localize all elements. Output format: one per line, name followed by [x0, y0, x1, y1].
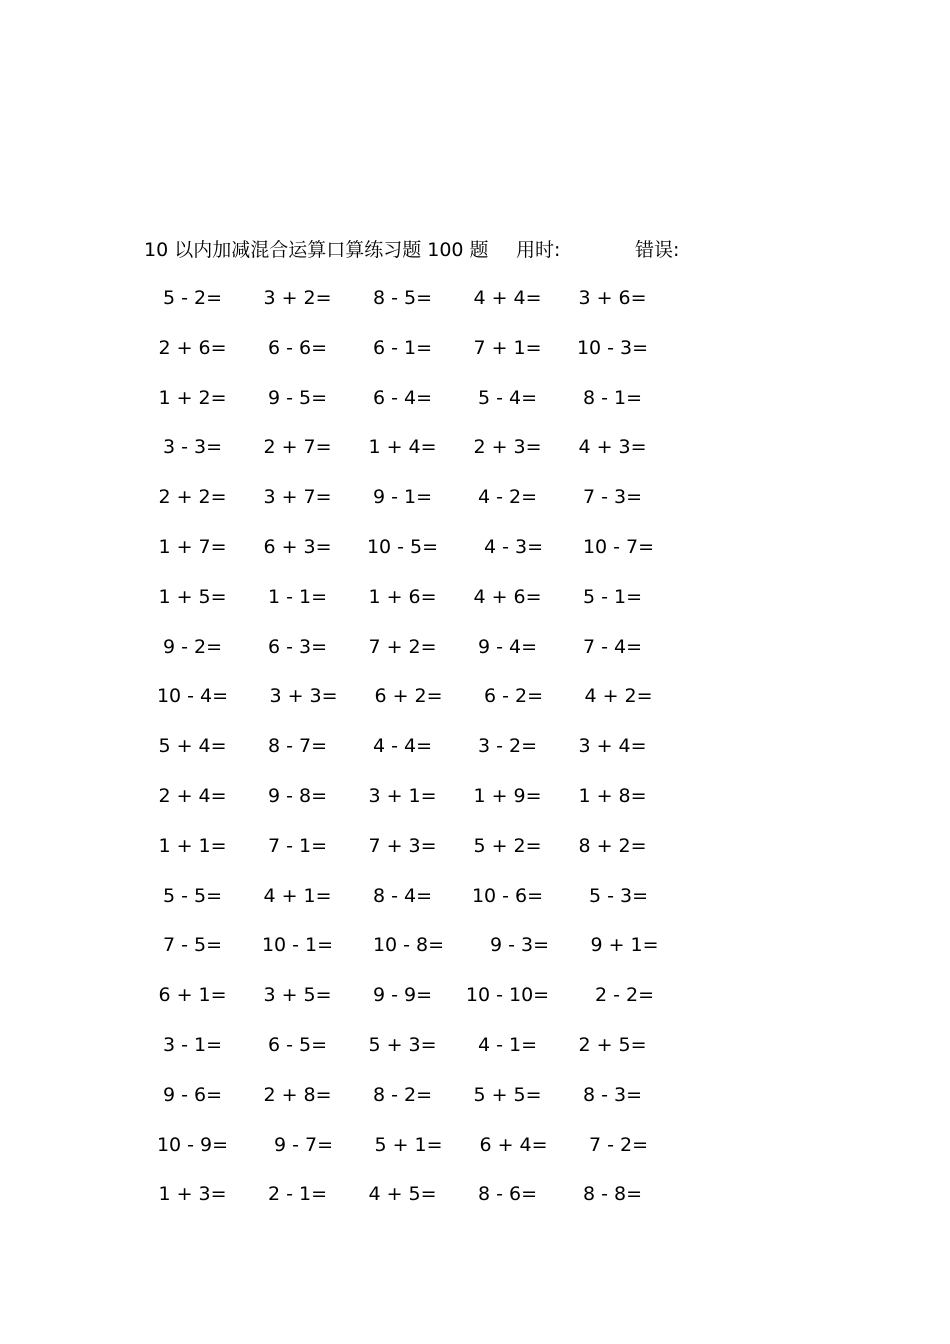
problem-row: [140, 483, 680, 533]
problem-row: [140, 1031, 680, 1081]
arithmetic-problem: 1 + 2=: [158, 386, 227, 409]
arithmetic-problem: 10 - 6=: [471, 884, 544, 907]
arithmetic-problem: 3 + 7=: [263, 486, 332, 509]
arithmetic-problem: 7 - 5=: [162, 934, 223, 957]
arithmetic-problem: 1 + 5=: [158, 585, 227, 608]
arithmetic-problem: 8 + 2=: [578, 834, 647, 857]
arithmetic-problem: 8 - 2=: [372, 1083, 433, 1106]
arithmetic-problem: 7 + 2=: [368, 635, 437, 658]
arithmetic-problem: 9 - 7=: [273, 1133, 334, 1156]
problem-row: [140, 583, 680, 633]
problem-row: [140, 882, 680, 932]
time-used-label: 用时:: [516, 239, 561, 261]
arithmetic-problem: 6 - 1=: [372, 336, 433, 359]
problem-row: [140, 1081, 680, 1131]
arithmetic-problem: 6 + 1=: [158, 984, 227, 1007]
arithmetic-problem: 5 + 1=: [374, 1133, 443, 1156]
arithmetic-problem: 1 + 1=: [158, 834, 227, 857]
arithmetic-problem: 4 + 6=: [473, 585, 542, 608]
arithmetic-problem: 10 - 9=: [156, 1133, 229, 1156]
arithmetic-problem: 3 + 4=: [578, 735, 647, 758]
arithmetic-problem: 6 - 2=: [483, 685, 544, 708]
arithmetic-problem: 3 + 6=: [578, 287, 647, 309]
arithmetic-problem: 5 - 1=: [582, 585, 643, 608]
arithmetic-problem: 8 - 1=: [582, 386, 643, 409]
arithmetic-problem: 5 - 3=: [588, 884, 649, 907]
problem-grid: [140, 284, 680, 1230]
arithmetic-problem: 3 + 2=: [263, 287, 332, 309]
problem-row: [140, 832, 680, 882]
arithmetic-problem: 8 - 8=: [582, 1183, 643, 1206]
arithmetic-problem: 3 + 3=: [269, 685, 338, 708]
arithmetic-problem: 3 - 1=: [162, 1033, 223, 1056]
arithmetic-problem: 8 - 3=: [582, 1083, 643, 1106]
arithmetic-problem: 1 + 6=: [368, 585, 437, 608]
arithmetic-problem: 4 + 4=: [473, 287, 542, 309]
arithmetic-problem: 8 - 7=: [267, 735, 328, 758]
arithmetic-problem: 1 - 1=: [267, 585, 328, 608]
arithmetic-problem: 7 + 3=: [368, 834, 437, 857]
arithmetic-problem: 1 + 4=: [368, 436, 437, 459]
arithmetic-problem: 9 - 8=: [267, 784, 328, 807]
problem-row: [140, 334, 680, 384]
arithmetic-problem: 8 - 4=: [372, 884, 433, 907]
arithmetic-problem: 5 - 4=: [477, 386, 538, 409]
arithmetic-problem: 8 - 6=: [477, 1183, 538, 1206]
arithmetic-problem: 6 + 2=: [374, 685, 443, 708]
arithmetic-problem: 3 - 2=: [477, 735, 538, 758]
arithmetic-problem: 10 - 7=: [582, 535, 655, 558]
problem-row: [140, 1180, 680, 1230]
arithmetic-problem: 9 - 3=: [489, 934, 550, 957]
arithmetic-problem: 5 + 4=: [158, 735, 227, 758]
arithmetic-problem: 9 - 2=: [162, 635, 223, 658]
problem-row: [140, 433, 680, 483]
arithmetic-problem: 5 + 5=: [473, 1083, 542, 1106]
problem-row: [140, 1131, 680, 1181]
arithmetic-problem: 6 - 5=: [267, 1033, 328, 1056]
problem-row: [140, 931, 680, 981]
arithmetic-problem: 3 + 5=: [263, 984, 332, 1007]
arithmetic-problem: 7 - 1=: [267, 834, 328, 857]
problem-row: [140, 384, 680, 434]
arithmetic-problem: 2 - 2=: [594, 984, 655, 1007]
arithmetic-problem: 9 - 1=: [372, 486, 433, 509]
arithmetic-problem: 4 + 2=: [584, 685, 653, 708]
arithmetic-problem: 9 - 9=: [372, 984, 433, 1007]
worksheet-title: 10 以内加减混合运算口算练习题 100 题: [144, 239, 489, 261]
arithmetic-problem: 5 - 5=: [162, 884, 223, 907]
arithmetic-problem: 4 + 5=: [368, 1183, 437, 1206]
arithmetic-problem: 9 - 4=: [477, 635, 538, 658]
arithmetic-problem: 1 + 7=: [158, 535, 227, 558]
arithmetic-problem: 2 + 8=: [263, 1083, 332, 1106]
arithmetic-problem: 5 + 2=: [473, 834, 542, 857]
arithmetic-problem: 6 - 3=: [267, 635, 328, 658]
arithmetic-problem: 2 + 5=: [578, 1033, 647, 1056]
arithmetic-problem: 9 + 1=: [590, 934, 659, 957]
arithmetic-problem: 2 + 2=: [158, 486, 227, 509]
problem-row: [140, 284, 680, 334]
arithmetic-problem: 2 + 7=: [263, 436, 332, 459]
arithmetic-problem: 4 - 2=: [477, 486, 538, 509]
arithmetic-problem: 7 - 2=: [588, 1133, 649, 1156]
arithmetic-problem: 10 - 8=: [372, 934, 445, 957]
arithmetic-problem: 2 + 3=: [473, 436, 542, 459]
arithmetic-problem: 9 - 6=: [162, 1083, 223, 1106]
arithmetic-problem: 1 + 3=: [158, 1183, 227, 1206]
arithmetic-problem: 5 + 3=: [368, 1033, 437, 1056]
arithmetic-problem: 4 + 1=: [263, 884, 332, 907]
arithmetic-problem: 6 - 6=: [267, 336, 328, 359]
arithmetic-problem: 1 + 9=: [473, 784, 542, 807]
arithmetic-problem: 6 + 4=: [479, 1133, 548, 1156]
error-count-label: 错误:: [635, 239, 680, 261]
arithmetic-problem: 10 - 4=: [156, 685, 229, 708]
arithmetic-problem: 4 - 3=: [483, 535, 544, 558]
arithmetic-problem: 6 + 3=: [263, 535, 332, 558]
arithmetic-problem: 3 - 3=: [162, 436, 223, 459]
arithmetic-problem: 2 + 4=: [158, 784, 227, 807]
arithmetic-problem: 7 - 4=: [582, 635, 643, 658]
arithmetic-problem: 3 + 1=: [368, 784, 437, 807]
arithmetic-problem: 10 - 3=: [576, 336, 649, 359]
arithmetic-problem: 2 + 6=: [158, 336, 227, 359]
arithmetic-problem: 4 - 1=: [477, 1033, 538, 1056]
problem-row: [140, 782, 680, 832]
arithmetic-problem: 4 - 4=: [372, 735, 433, 758]
arithmetic-problem: 1 + 8=: [578, 784, 647, 807]
arithmetic-problem: 2 - 1=: [267, 1183, 328, 1206]
arithmetic-problem: 6 - 4=: [372, 386, 433, 409]
arithmetic-problem: 4 + 3=: [578, 436, 647, 459]
arithmetic-problem: 5 - 2=: [162, 287, 223, 309]
problem-row: [140, 633, 680, 683]
arithmetic-problem: 10 - 5=: [366, 535, 439, 558]
arithmetic-problem: 10 - 10=: [465, 984, 550, 1007]
problem-row: [140, 732, 680, 782]
arithmetic-problem: 9 - 5=: [267, 386, 328, 409]
problem-row: [140, 682, 680, 732]
arithmetic-problem: 7 - 3=: [582, 486, 643, 509]
arithmetic-problem: 8 - 5=: [372, 287, 433, 309]
arithmetic-problem: 10 - 1=: [261, 934, 334, 957]
problem-row: [140, 533, 680, 583]
arithmetic-problem: 7 + 1=: [473, 336, 542, 359]
problem-row: [140, 981, 680, 1031]
